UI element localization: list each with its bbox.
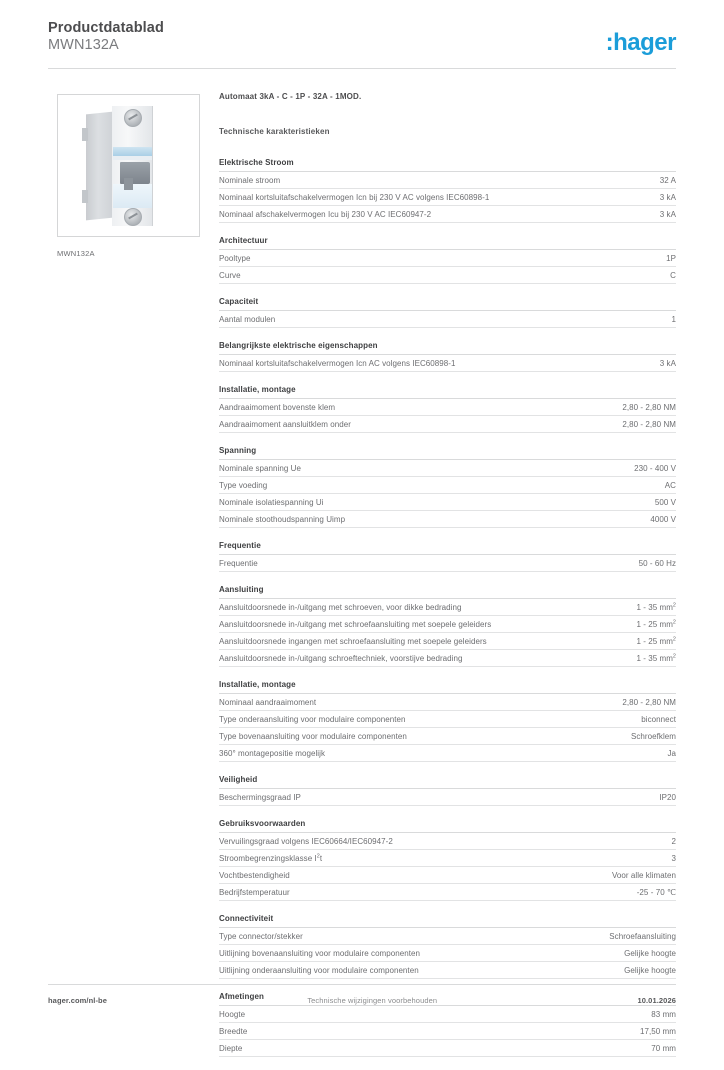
spec-row — [219, 172, 676, 189]
hager-logo: :hager — [605, 29, 676, 56]
spec-row — [219, 1006, 676, 1023]
spec-row — [219, 206, 676, 223]
spec-row — [219, 711, 676, 728]
spec-row — [219, 460, 676, 477]
spec-row — [219, 511, 676, 528]
spec-section-title: Installatie, montage — [219, 680, 676, 694]
spec-value: Voor alle klimaten — [611, 870, 676, 880]
spec-section-title: Installatie, montage — [219, 385, 676, 399]
spec-section — [219, 341, 676, 372]
spec-label: Type onderaansluiting voor modulaire componenten — [219, 714, 406, 724]
spec-value: 32 A — [659, 175, 676, 185]
spec-value: Schroefklem — [630, 731, 676, 741]
spec-value: 2,80 - 2,80 NM — [622, 697, 676, 707]
spec-row — [219, 416, 676, 433]
spec-label: Type connector/stekker — [219, 931, 303, 941]
spec-row — [219, 633, 676, 650]
spec-label: Type voeding — [219, 480, 268, 490]
spec-label: Aansluitdoorsnede in-/uitgang met schroefaansluiting met soepele geleiders — [219, 619, 492, 629]
spec-value: biconnect — [641, 714, 676, 724]
spec-section — [219, 385, 676, 433]
spec-label: Aansluitdoorsnede ingangen met schroefaansluiting met soepele geleiders — [219, 636, 487, 646]
spec-label: Pooltype — [219, 253, 251, 263]
spec-label: Nominale stroom — [219, 175, 281, 185]
page-header — [48, 20, 676, 68]
breaker-lever-stem — [124, 178, 133, 190]
spec-value: 1 - 35 $mm^2$ — [636, 601, 676, 612]
spec-label: Frequentie — [219, 558, 258, 568]
spec-row — [219, 833, 676, 850]
spec-section — [219, 236, 676, 284]
spec-row — [219, 599, 676, 616]
footer-divider — [48, 984, 676, 985]
spec-section — [219, 680, 676, 762]
spec-section — [219, 775, 676, 806]
breaker-label-band-lower — [113, 156, 152, 160]
screw-terminal-top — [124, 109, 142, 127]
spec-row — [219, 311, 676, 328]
spec-row — [219, 189, 676, 206]
spec-label: Vervuilingsgraad volgens IEC60664/IEC60947-2 — [219, 836, 393, 846]
spec-row — [219, 555, 676, 572]
spec-section-title: Belangrijkste elektrische eigenschappen — [219, 341, 676, 355]
spec-value: 500 V — [654, 497, 676, 507]
spec-value: 3 — [671, 853, 676, 863]
spec-section-title: Architectuur — [219, 236, 676, 250]
specification-sections — [219, 158, 676, 1057]
spec-value: 2,80 - 2,80 NM — [622, 402, 676, 412]
spec-row — [219, 789, 676, 806]
product-image-caption: MWN132A — [57, 249, 95, 258]
spec-label: Aansluitdoorsnede in-/uitgang schroeftechniek, voorstijve bedrading — [219, 653, 463, 663]
spec-value: 3 kA — [659, 358, 676, 368]
spec-section — [219, 446, 676, 528]
spec-section — [219, 819, 676, 901]
spec-label: Nominaal kortsluitafschakelvermogen Icn bij 230 V AC volgens IEC60898-1 — [219, 192, 490, 202]
spec-label: Stroombegrenzingsklasse $I^2t$ — [219, 852, 323, 863]
spec-label: Curve — [219, 270, 241, 280]
spec-section-title: Frequentie — [219, 541, 676, 555]
spec-section-title: Gebruiksvoorwaarden — [219, 819, 676, 833]
spec-section — [219, 158, 676, 223]
spec-value: 1 — [671, 314, 676, 324]
spec-row — [219, 1023, 676, 1040]
spec-row — [219, 650, 676, 667]
spec-value: Ja — [667, 748, 676, 758]
spec-row — [219, 962, 676, 979]
breaker-side-face — [86, 112, 113, 221]
spec-section — [219, 914, 676, 979]
header-divider — [48, 68, 676, 69]
spec-label: Bedrijfstemperatuur — [219, 887, 290, 897]
product-image-block — [57, 94, 200, 258]
spec-value: 17,50 mm — [640, 1026, 676, 1036]
spec-value: Gelijke hoogte — [624, 948, 676, 958]
footer-date: 10.01.2026 — [637, 996, 676, 1005]
spec-value: Gelijke hoogte — [624, 965, 676, 975]
spec-value: C — [670, 270, 676, 280]
spec-value: 230 - 400 V — [634, 463, 676, 473]
spec-row — [219, 928, 676, 945]
spec-section-title: Spanning — [219, 446, 676, 460]
spec-value: 1 - 25 $mm^2$ — [636, 618, 676, 629]
spec-section-title: Veiligheid — [219, 775, 676, 789]
spec-value: 83 mm — [651, 1009, 676, 1019]
spec-value: -25 - 70 ℃ — [636, 887, 676, 897]
spec-value: Schroefaansluiting — [609, 931, 676, 941]
spec-label: Nominaal afschakelvermogen Icu bij 230 V AC IEC60947-2 — [219, 209, 432, 219]
spec-section — [219, 585, 676, 667]
spec-row — [219, 867, 676, 884]
spec-value: 3 kA — [659, 209, 676, 219]
spec-value: 1P — [666, 253, 676, 263]
spec-row — [219, 616, 676, 633]
product-image-frame — [57, 94, 200, 237]
spec-row — [219, 494, 676, 511]
spec-label: Aandraaimoment aansluitklem onder — [219, 419, 351, 429]
spec-row — [219, 477, 676, 494]
spec-value: 70 mm — [651, 1043, 676, 1053]
footer-website[interactable]: hager.com/nl-be — [48, 996, 108, 1005]
spec-row — [219, 399, 676, 416]
spec-label: Nominaal aandraaimoment — [219, 697, 317, 707]
spec-label: Hoogte — [219, 1009, 246, 1019]
specification-content — [219, 92, 676, 1070]
spec-label: Type bovenaansluiting voor modulaire componenten — [219, 731, 407, 741]
spec-label: Aansluitdoorsnede in-/uitgang met schroeven, voor dikke bedrading — [219, 602, 462, 612]
spec-label: Nominale stoothoudspanning Uimp — [219, 514, 346, 524]
spec-label: Beschermingsgraad IP — [219, 792, 301, 802]
spec-row — [219, 728, 676, 745]
spec-row — [219, 250, 676, 267]
spec-section — [219, 297, 676, 328]
breaker-tab-lower — [82, 190, 88, 203]
spec-value: 4000 V — [650, 514, 676, 524]
spec-section-title: Aansluiting — [219, 585, 676, 599]
spec-value: 1 - 25 $mm^2$ — [636, 635, 676, 646]
spec-value: 2,80 - 2,80 NM — [622, 419, 676, 429]
spec-section-title: Connectiviteit — [219, 914, 676, 928]
screw-terminal-bottom — [124, 208, 142, 226]
breaker-tab-upper — [82, 128, 88, 141]
spec-section — [219, 541, 676, 572]
spec-row — [219, 945, 676, 962]
spec-section-title: Afmetingen — [219, 992, 676, 1006]
spec-label: Uitlijning bovenaansluiting voor modulaire componenten — [219, 948, 421, 958]
spec-label: Nominaal kortsluitafschakelvermogen Icn AC volgens IEC60898-1 — [219, 358, 456, 368]
product-name: Automaat 3kA - C - 1P - 32A - 1MOD. — [219, 92, 362, 101]
spec-value: 3 kA — [659, 192, 676, 202]
spec-label: 360° montagepositie mogelijk — [219, 748, 325, 758]
spec-row — [219, 1040, 676, 1057]
spec-row — [219, 267, 676, 284]
breaker-label-band — [113, 147, 152, 156]
circuit-breaker-icon — [86, 106, 154, 226]
spec-row — [219, 355, 676, 372]
spec-value: AC — [664, 480, 676, 490]
spec-row — [219, 884, 676, 901]
spec-label: Nominale isolatiespanning Ui — [219, 497, 324, 507]
footer-disclaimer: Technische wijzigingen voorbehouden — [307, 996, 438, 1005]
spec-value: IP20 — [659, 792, 676, 802]
spec-label: Aandraaimoment bovenste klem — [219, 402, 336, 412]
spec-label: Diepte — [219, 1043, 243, 1053]
page-footer — [48, 996, 676, 1005]
spec-row — [219, 850, 676, 867]
page-subtitle: MWN132A — [48, 37, 119, 53]
spec-value: 1 - 35 $mm^2$ — [636, 652, 676, 663]
spec-label: Vochtbestendigheid — [219, 870, 290, 880]
page-title: Productdatablad — [48, 20, 164, 36]
spec-label: Nominale spanning Ue — [219, 463, 301, 473]
spec-value: 50 - 60 Hz — [638, 558, 676, 568]
spec-label: Breedte — [219, 1026, 248, 1036]
technical-characteristics-heading: Technische karakteristieken — [219, 127, 330, 136]
spec-section-title: Capaciteit — [219, 297, 676, 311]
spec-label: Uitlijning onderaansluiting voor modulaire componenten — [219, 965, 419, 975]
spec-value: 2 — [671, 836, 676, 846]
spec-section-title: Elektrische Stroom — [219, 158, 676, 172]
spec-label: Aantal modulen — [219, 314, 276, 324]
spec-row — [219, 694, 676, 711]
spec-row — [219, 745, 676, 762]
